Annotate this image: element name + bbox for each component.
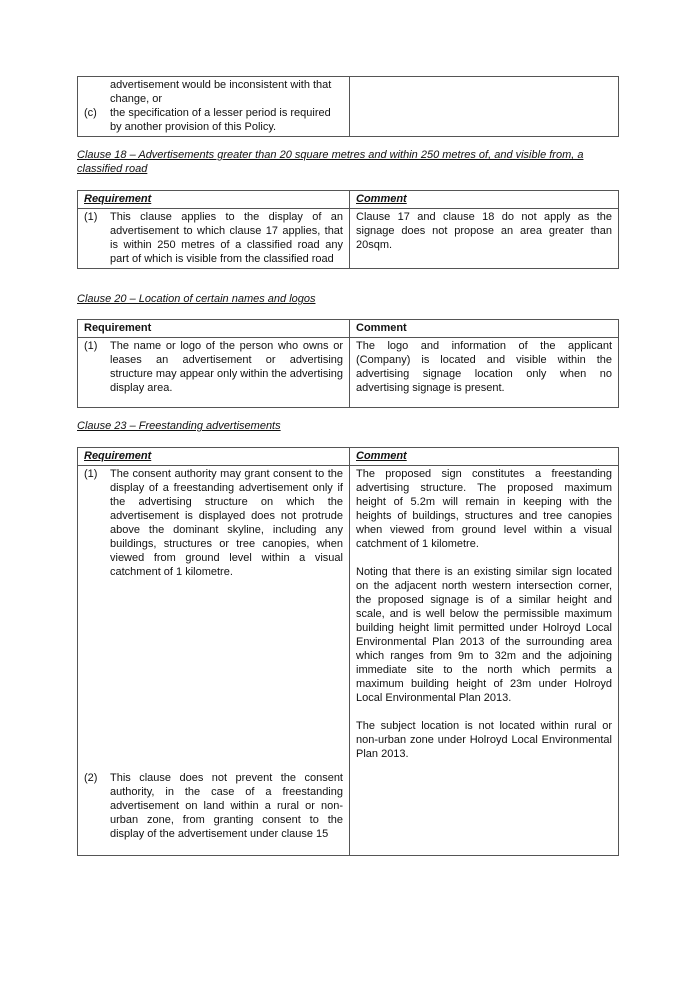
requirement-cell bbox=[78, 338, 350, 408]
comment-cell bbox=[350, 77, 619, 137]
item-text: This clause applies to the display of an advertisement to which clause 17 applies, that is within 250 metres of a classified road any part of which is visible from the classified road bbox=[110, 211, 343, 265]
comment-paragraph: Noting that there is an existing similar sign located on the adjacent north western intersection corner, the proposed signage is of a similar height and scale, and is well below the permissible maximum building height limit permitted under Holroyd Local Environmental Plan 2013 of the surrounding area which ranges from 9m to 32m and the adjoining immediate site to the north which permits a maximum building height of 23m under Holroyd Local Environmental Plan 2013. bbox=[356, 566, 612, 704]
requirement-cell bbox=[78, 209, 350, 269]
item-text: The consent authority may grant consent to the display of a freestanding advertisement only if the advertising structure on which the advertisement is displayed does not protrude above the dominant skyline, including any buildings, structures or tree canopies, when viewed from ground level within a visual catchment of 1 kilometre. bbox=[110, 468, 343, 578]
comment-cell: The logo and information of the applicant (Company) is located and visible within the advertising signage location only when no advertising signage is present. bbox=[350, 338, 619, 408]
table-row bbox=[78, 466, 619, 856]
list-item bbox=[84, 771, 343, 841]
comment-paragraph: The proposed sign constitutes a freestanding advertising structure. The proposed maximum height of 5.2m will remain in keeping with the heights of buildings, structures and tree canopies when viewed from ground level within a visual catchment of 1 kilometre. bbox=[356, 468, 612, 550]
list-item bbox=[84, 339, 343, 395]
continued-line: advertisement would be inconsistent with that bbox=[110, 79, 332, 91]
table-header-row bbox=[78, 320, 619, 338]
requirement-header: Requirement bbox=[78, 320, 350, 338]
item-number: (1) bbox=[84, 211, 98, 223]
table-header-row bbox=[78, 448, 619, 466]
comment-paragraph: The subject location is not located within rural or non-urban zone under Holroyd Local Environmental Plan 2013. bbox=[356, 720, 612, 760]
table-row bbox=[78, 209, 619, 269]
clause-18-table bbox=[77, 190, 619, 269]
clause-20-heading: Clause 20 – Location of certain names and logos bbox=[77, 293, 316, 305]
list-item bbox=[84, 210, 343, 266]
item-text: The name or logo of the person who owns or leases an advertisement or advertising structure may appear only within the advertising display area. bbox=[110, 340, 343, 394]
item-number: (1) bbox=[84, 340, 98, 352]
item-number: (c) bbox=[84, 107, 97, 119]
item-text: This clause does not prevent the consent authority, in the case of a freestanding advertisement on land within a rural or non-urban zone, from granting consent to the display of the advertisement under clause 15 bbox=[110, 772, 343, 840]
requirement-header: Requirement bbox=[78, 448, 350, 466]
clause-20-table bbox=[77, 319, 619, 408]
table-row bbox=[78, 338, 619, 408]
clause-23-heading: Clause 23 – Freestanding advertisements bbox=[77, 420, 281, 432]
table-header-row bbox=[78, 191, 619, 209]
item-number: (2) bbox=[84, 772, 98, 784]
comment-cell: Clause 17 and clause 18 do not apply as the signage does not propose an area greater than 20sqm. bbox=[350, 209, 619, 269]
continuation-table bbox=[77, 76, 619, 137]
requirement-cell bbox=[78, 466, 350, 856]
list-item bbox=[84, 467, 343, 579]
table-row bbox=[78, 77, 619, 137]
continued-text bbox=[84, 78, 343, 106]
requirement-cell bbox=[78, 77, 350, 137]
item-text: the specification of a lesser period is required by another provision of this Policy. bbox=[110, 107, 331, 133]
item-number: (1) bbox=[84, 468, 98, 480]
continued-line: change, or bbox=[110, 93, 162, 105]
requirement-header: Requirement bbox=[78, 191, 350, 209]
clause-18-heading: Clause 18 – Advertisements greater than 20 square metres and within 250 metres of, and visible from, a classified road bbox=[77, 149, 584, 175]
comment-header: Comment bbox=[350, 320, 619, 338]
comment-cell bbox=[350, 466, 619, 856]
comment-header: Comment bbox=[350, 448, 619, 466]
comment-header: Comment bbox=[350, 191, 619, 209]
clause-23-table bbox=[77, 447, 619, 856]
list-item bbox=[84, 106, 343, 134]
